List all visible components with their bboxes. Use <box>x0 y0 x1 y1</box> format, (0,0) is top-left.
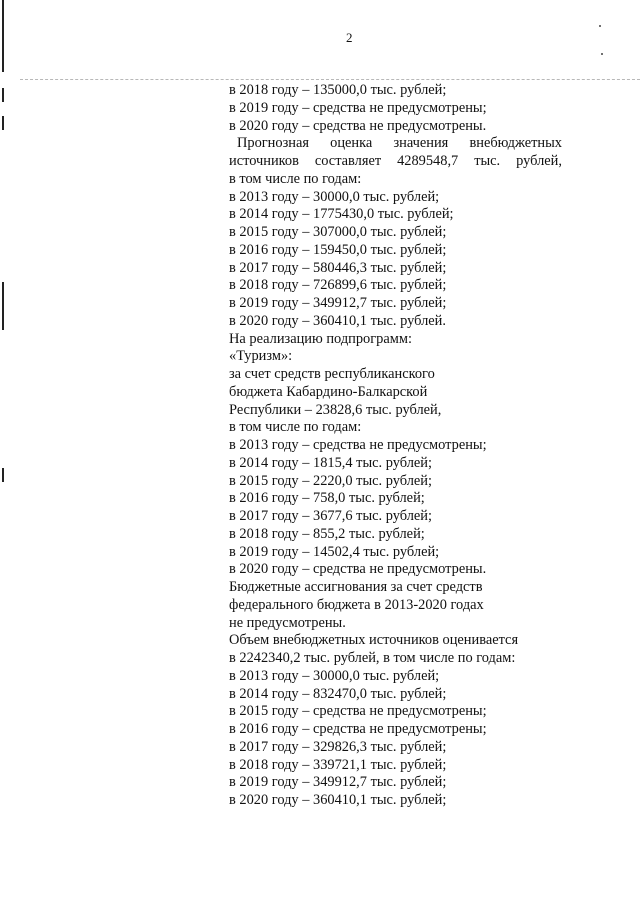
text-line: федерального бюджета в 2013-2020 годах <box>229 596 484 613</box>
word: оценка <box>330 135 373 152</box>
word: рублей, <box>516 153 562 169</box>
text-line: в том числе по годам: <box>229 419 362 436</box>
text-line: бюджета Кабардино-Балкарской <box>229 383 428 400</box>
text-line: в 2242340,2 тыс. рублей, в том числе по годам: <box>229 650 516 666</box>
word: 4289548,7 <box>397 153 459 169</box>
text-line: в 2019 году – 14502,4 тыс. рублей; <box>229 543 440 560</box>
text-line: в 2019 году – 349912,7 тыс. рублей; <box>229 295 447 311</box>
text-line: в 2017 году – 580446,3 тыс. рублей; <box>229 259 447 276</box>
word: тыс. <box>474 153 501 169</box>
left-edge-mark <box>2 282 4 330</box>
text-line: в 2017 году – 329826,3 тыс. рублей; <box>229 738 447 755</box>
word: внебюджетных <box>469 135 562 152</box>
text-line: в 2015 году – 307000,0 тыс. рублей; <box>229 224 447 240</box>
text-line: в 2020 году – 360410,1 тыс. рублей. <box>229 312 446 329</box>
word: составляет <box>314 153 382 169</box>
document-body <box>229 82 562 810</box>
left-edge-mark <box>2 116 4 130</box>
word: Прогнозная <box>237 135 309 152</box>
text-line: «Туризм»: <box>229 348 293 365</box>
text-line: в 2016 году – 758,0 тыс. рублей; <box>229 490 425 507</box>
text-line: в 2014 году – 1775430,0 тыс. рублей; <box>229 206 454 223</box>
text-line: в 2013 году – 30000,0 тыс. рублей; <box>229 667 440 684</box>
scan-speck <box>599 25 601 27</box>
text-line: в 2017 году – 3677,6 тыс. рублей; <box>229 508 432 524</box>
text-line: за счет средств республиканского <box>229 366 435 382</box>
text-line: в 2015 году – 2220,0 тыс. рублей; <box>229 472 432 489</box>
text-line: в 2018 году – 855,2 тыс. рублей; <box>229 525 425 542</box>
text-line: в 2018 году – 135000,0 тыс. рублей; <box>229 82 447 98</box>
text-line: в 2013 году – средства не предусмотрены; <box>229 437 487 453</box>
text-line: в 2016 году – средства не предусмотрены; <box>229 721 487 737</box>
estimate-line-1 <box>229 135 562 153</box>
text-line: в 2018 году – 726899,6 тыс. рублей; <box>229 277 447 294</box>
text-line: в том числе по годам: <box>229 170 362 187</box>
text-line: в 2020 году – средства не предусмотрены. <box>229 117 487 134</box>
estimate-line-2 <box>229 153 562 171</box>
word: значения <box>393 135 449 152</box>
word: источников <box>229 153 299 169</box>
text-line: На реализацию подпрограмм: <box>229 330 412 347</box>
left-edge-mark <box>2 0 4 72</box>
text-line: в 2013 году – 30000,0 тыс. рублей; <box>229 188 440 205</box>
scan-header-rule <box>20 79 640 80</box>
left-edge-mark <box>2 88 4 102</box>
text-line: Республики – 23828,6 тыс. рублей, <box>229 401 442 418</box>
text-line: в 2014 году – 1815,4 тыс. рублей; <box>229 454 432 471</box>
text-line: Бюджетные ассигнования за счет средств <box>229 579 483 595</box>
text-line: в 2014 году – 832470,0 тыс. рублей; <box>229 685 447 702</box>
text-line: в 2020 году – средства не предусмотрены. <box>229 561 487 578</box>
text-line: Объем внебюджетных источников оценивается <box>229 632 519 649</box>
text-line: в 2019 году – средства не предусмотрены; <box>229 99 487 116</box>
text-line: в 2019 году – 349912,7 тыс. рублей; <box>229 774 447 791</box>
text-line: в 2015 году – средства не предусмотрены; <box>229 703 487 720</box>
left-edge-mark <box>2 468 4 482</box>
text-line: не предусмотрены. <box>229 614 346 631</box>
page-number: 2 <box>346 30 353 45</box>
text-line: в 2016 году – 159450,0 тыс. рублей; <box>229 241 447 258</box>
text-line: в 2020 году – 360410,1 тыс. рублей; <box>229 792 447 808</box>
scan-speck <box>601 53 603 55</box>
text-line: в 2018 году – 339721,1 тыс. рублей; <box>229 756 447 773</box>
